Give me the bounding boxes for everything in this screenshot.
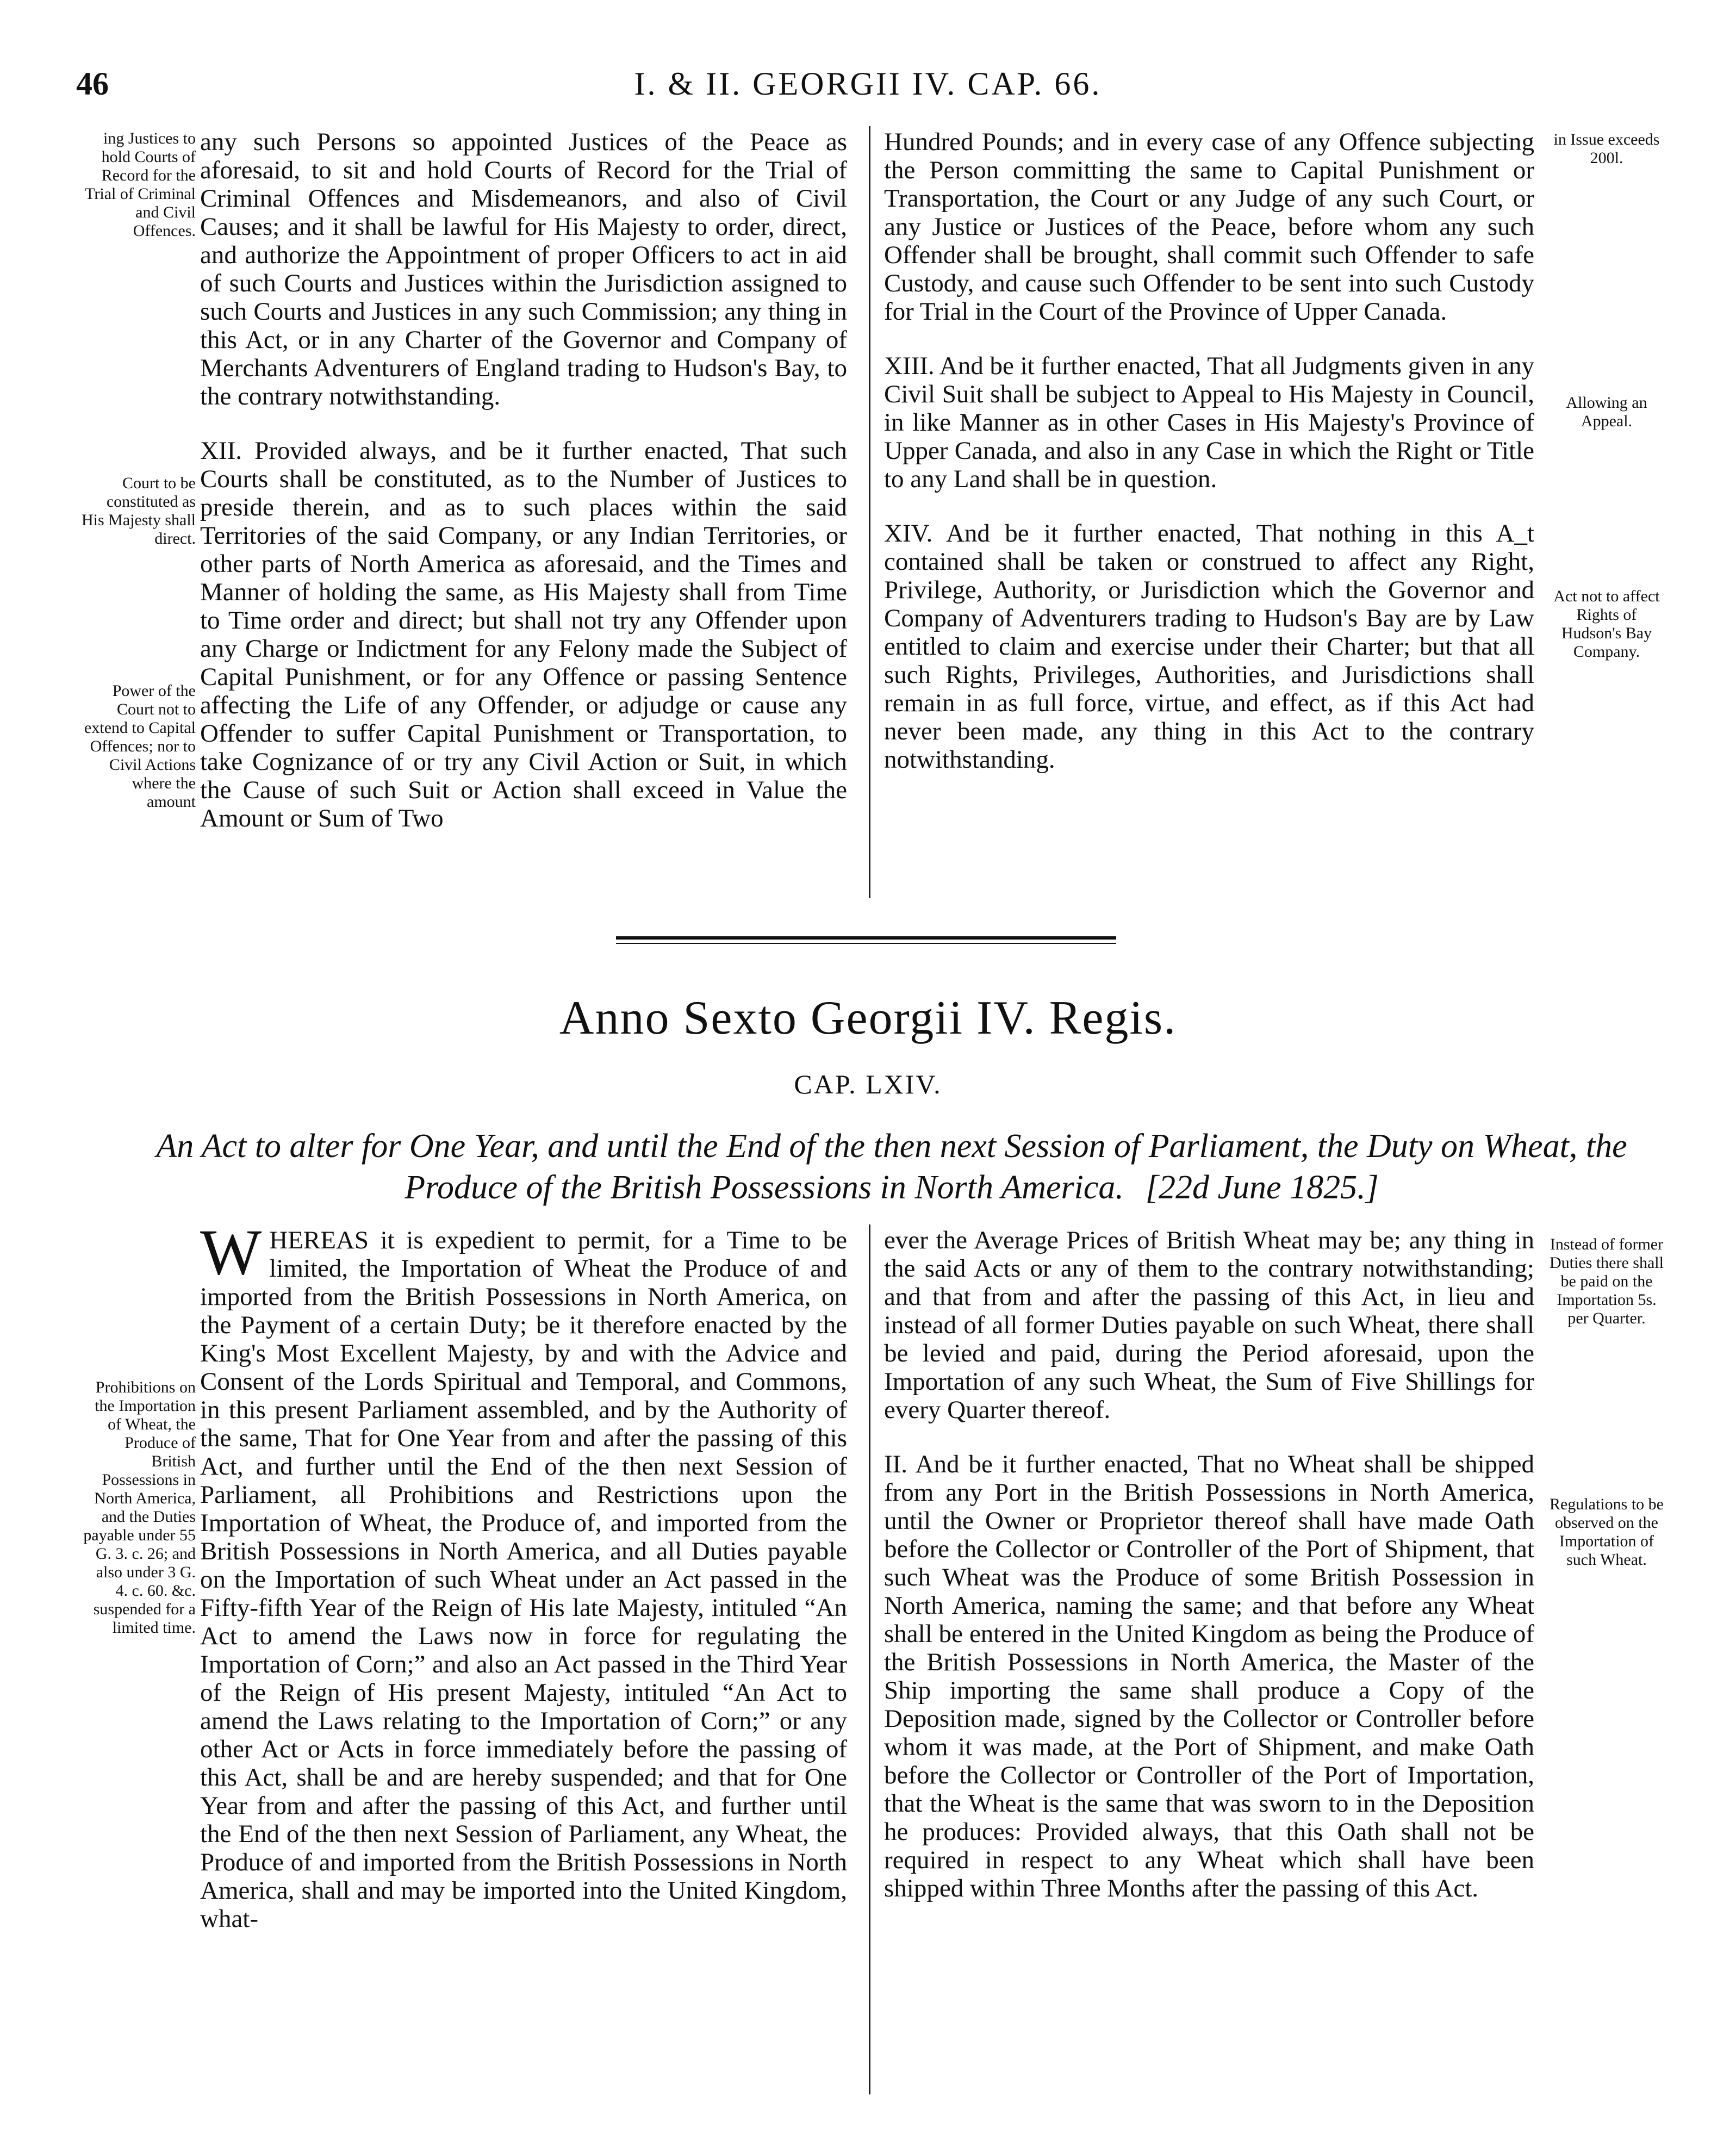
paragraph-section-xii: XII. Provided always, and be it further enacted, That such Courts shall be constituted, as to the Number of Justices to preside therein, and as to such places within the said Territories of the said Company, or any Indian Territories, or other parts of North America as aforesaid, and the Times and Manner of holding the same, as His Majesty shall from Time to Time order and direct; but shall not try any Offender upon any Charge or Indictment for any Felony made the Subject of Capital Punishment, or for any Offence or passing Sentence affecting the Life of any Offender, or adjudge or cause any Offender to suffer Capital Punishment or Transportation, to take Cognizance of or try any Civil Action or Suit, in which the Cause of such Suit or Action shall exceed in Value the Amount or Sum of Two xyxy=(200,437,847,832)
paragraph-hundred-pounds: Hundred Pounds; and in every case of any Offence subjecting the Person committing the same to Capital Punishment or Transportation, the Court or any Judge of any such Court, or any Justice or Justices of the Peace, before whom any such Offender shall be brought, shall commit such Offender to safe Custody, and cause such Offender to be sent into such Custody for Trial in the Court of the Province of Upper Canada. xyxy=(884,128,1534,326)
page-number: 46 xyxy=(76,66,109,102)
margin-note-act-not-affect: Act not to affect Rights of Hudson's Bay Company. xyxy=(1553,587,1660,661)
margin-note-regulations: Regulations to be observed on the Importation of such Wheat. xyxy=(1550,1495,1664,1569)
thin-rule xyxy=(616,943,1116,944)
paragraph-average-prices: ever the Average Prices of British Wheat may be; any thing in the said Acts or any of them to the contrary notwithstanding; and that from and after the passing of this Act, in lieu and instead of all former Duties payable on such Wheat, there shall be levied and paid, during the Period aforesaid, upon the Importation of any such Wheat, the Sum of Five Shillings for every Quarter thereof. xyxy=(884,1226,1534,1424)
margin-note-allowing-appeal: Allowing an Appeal. xyxy=(1566,394,1647,430)
margin-note-prohibitions: Prohibitions on the Importation of Wheat, the Produce of British Possessions in North America, and the Duties payable under 55 G. 3. c. 26; and also under 3 G. 4. c. 60. &c. suspended for a limited time. xyxy=(83,1378,196,1637)
part1-left-column xyxy=(200,128,847,832)
act-title-text: An Act to alter for One Year, and until the End of the then next Session of Parliament, the Duty on Wheat, the Produce of the British Possessions in North America. xyxy=(156,1128,1627,1206)
paragraph-section-ii: II. And be it further enacted, That no Wheat shall be shipped from any Port in the British Possessions in North America, until the Owner or Proprietor thereof shall have made Oath before the Collector or Controller of the Port of Shipment, that such Wheat was the Produce of some British Possession in North America, naming the same; and that before any Wheat shall be entered in the United Kingdom as being the Produce of the British Possessions in North America, the Master of the Ship importing the same shall produce a Copy of the Deposition made, signed by the Collector or Controller before whom it was made, at the Port of Shipment, and make Oath before the Collector or Controller of the Port of Importation, that the Wheat is the same that was sworn to in the Deposition he produces: Provided always, that this Oath shall not be required in respect to any Wheat which shall have been shipped within Three Months after the passing of this Act. xyxy=(884,1450,1534,1902)
drop-cap: W xyxy=(200,1216,262,1288)
column-divider-top xyxy=(869,126,870,898)
part2-right-column xyxy=(884,1226,1534,1902)
margin-note-power-of-court: Power of the Court not to extend to Capital Offences; nor to Civil Actions where the amount xyxy=(84,682,196,811)
margin-note-courts-of-record: ing Justices to hold Courts of Record for the Trial of Criminal and Civil Offences. xyxy=(85,129,196,240)
part2-left-column xyxy=(200,1216,847,1933)
paragraph-section-xiv: XIV. And be it further enacted, That nothing in this A_t contained shall be taken or construed to affect any Right, Privilege, Authority, or Jurisdiction which the Governor and Company of Adventurers trading to Hudson's Bay are by Law entitled to claim and exercise under their Charter; but that all such Rights, Privileges, Authorities, and Jurisdictions shall remain in as full force, virtue, and effect, as if this Act had never been made, any thing in this Act to the contrary notwithstanding. xyxy=(884,519,1534,774)
act-date: [22d June 1825.] xyxy=(1145,1169,1379,1206)
paragraph-section-xiii: XIII. And be it further enacted, That all Judgments given in any Civil Suit shall be subject to Appeal to His Majesty in Council, in like Manner as in other Cases in His Majesty's Province of Upper Canada, and also in any Case in which the Right or Title to any Land shall be in question. xyxy=(884,352,1534,493)
regnal-title: Anno Sexto Georgii IV. Regis. xyxy=(559,992,1177,1044)
margin-note-issue-exceeds: in Issue exceeds 200l. xyxy=(1553,130,1660,167)
margin-note-court-constituted: Court to be constituted as His Majesty shall direct. xyxy=(82,474,196,548)
act-title xyxy=(114,1126,1669,1208)
column-divider-bottom xyxy=(869,1224,870,2094)
thick-rule xyxy=(616,936,1116,940)
preamble-text: HEREAS it is expedient to permit, for a Time to be limited, the Importation of Wheat the Produce of and imported from the British Possessions in North America, on the Payment of a certain Duty; be it therefore enacted by the King's Most Excellent Majesty, by and with the Advice and Consent of the Lords Spiritual and Temporal, and Commons, in this present Parliament assembled, and by the Authority of the same, That for One Year from and after the passing of this Act, and further until the End of the then next Session of Parliament, all Prohibitions and Restrictions upon the Importation of Wheat, the Produce of, and imported from the British Possessions in North America, and all Duties payable on the Importation of such Wheat under an Act passed in the Fifty-fifth Year of the Reign of His late Majesty, intituled “An Act to amend the Laws now in force for regulating the Importation of Corn;” and also an Act passed in the Third Year of the Reign of His present Majesty, intituled “An Act to amend the Laws relating to the Importation of Corn;” or any other Act or Acts in force immediately before the passing of this Act, shall be and are hereby suspended; and that for One Year from and after the passing of this Act, and further until the End of the then next Session of Parliament, any Wheat, the Produce of and imported from the British Possessions in North America, shall and may be imported into the United Kingdom, what- xyxy=(200,1226,847,1933)
paragraph-justices-courts: any such Persons so appointed Justices of the Peace as aforesaid, to sit and hold Courts of Record for the Trial of Criminal Offences and Misdemeanors, and also of Civil Causes; and it shall be lawful for His Majesty to order, direct, and authorize the Appointment of proper Officers to act in aid of such Courts and Justices within the Jurisdiction assigned to such Courts and Justices in any such Commission; any thing in this Act, or in any Charter of the Governor and Company of Merchants Adventurers of England trading to Hudson's Bay, to the contrary notwithstanding. xyxy=(200,128,847,411)
running-head: I. & II. GEORGII IV. CAP. 66. xyxy=(634,66,1102,102)
part1-right-column xyxy=(884,128,1534,774)
paragraph-preamble xyxy=(200,1216,847,1933)
margin-note-instead-duties: Instead of former Duties there shall be paid on the Importation 5s. per Quarter. xyxy=(1550,1235,1664,1327)
chapter-number: CAP. LXIV. xyxy=(794,1069,942,1099)
